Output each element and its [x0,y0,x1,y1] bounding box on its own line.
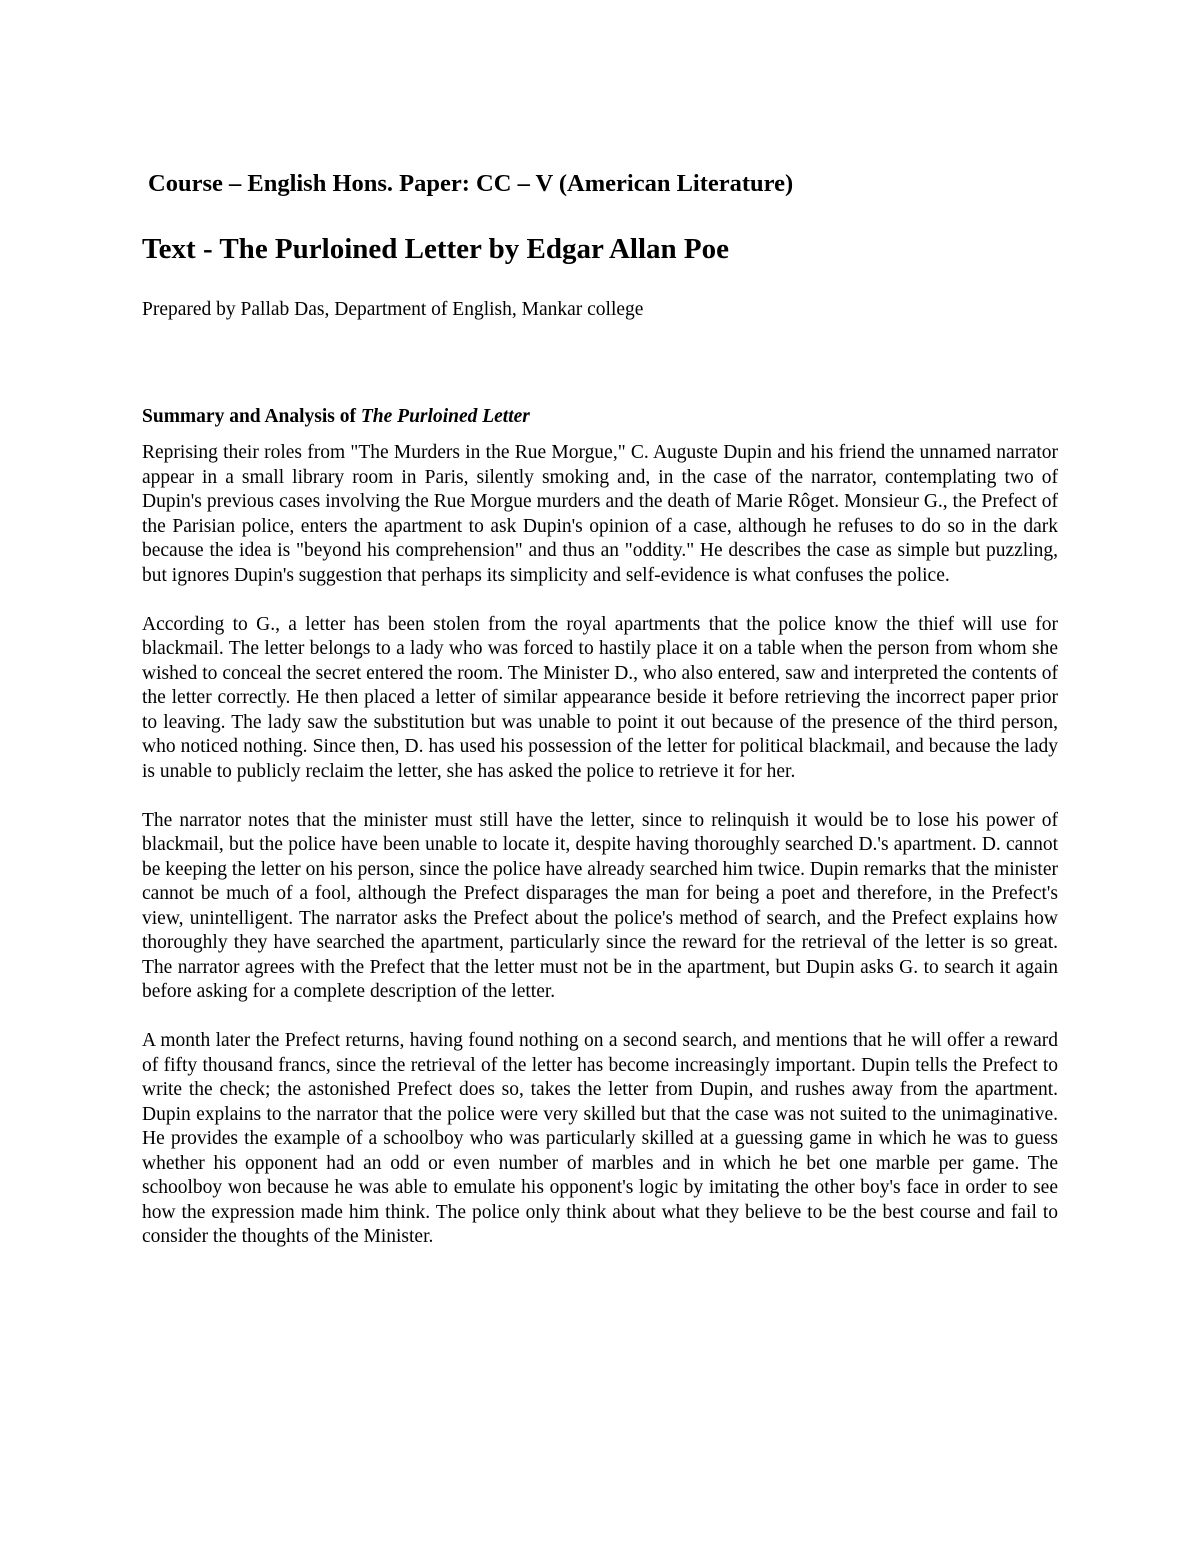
author-byline: Prepared by Pallab Das, Department of English, Mankar college [142,299,644,320]
section-heading-work-title: The Purloined Letter [360,406,530,427]
summary-paragraph-1: Reprising their roles from "The Murders in the Rue Morgue," C. Auguste Dupin and his friend the unnamed narrator appear in a small library room in Paris, silently smoking and, in the case of the narrator, contemplating two of Dupin's previous cases involving the Rue Morgue murders and the death of Marie Rôget. Monsieur G., the Prefect of the Parisian police, enters the apartment to ask Dupin's opinion of a case, although he refuses to do so in the dark because the idea is "beyond his comprehension" and thus an "oddity." He describes the case as simple but puzzling, but ignores Dupin's suggestion that perhaps its simplicity and self-evidence is what confuses the police. [142,442,1058,586]
summary-body [142,441,1058,1274]
summary-paragraph-3: The narrator notes that the minister must still have the letter, since to relinquish it would be to lose his power of blackmail, but the police have been unable to locate it, despite having thoroughly searched D.'s apartment. D. cannot be keeping the letter on his person, since the police have already searched him twice. Dupin remarks that the minister cannot be much of a fool, although the Prefect disparages the man for being a poet and therefore, in the Prefect's view, unintelligent. The narrator asks the Prefect about the police's method of search, and the Prefect explains how thoroughly they have searched the apartment, particularly since the reward for the retrieval of the letter is so great. The narrator agrees with the Prefect that the letter must not be in the apartment, but Dupin asks G. to search it again before asking for a complete description of the letter. [142,809,1058,1002]
section-heading-prefix: Summary and Analysis of [142,406,361,427]
section-heading [142,406,530,428]
summary-paragraph-2: According to G., a letter has been stolen from the royal apartments that the police know the thief will use for blackmail. The letter belongs to a lady who was forced to hastily place it on a table when the person from whom she wished to conceal the secret entered the room. The Minister D., who also entered, saw and interpreted the contents of the letter correctly. He then placed a letter of similar appearance beside it before retrieving the incorrect paper prior to leaving. The lady saw the substitution but was unable to point it out because of the presence of the third person, who noticed nothing. Since then, D. has used his possession of the letter for political blackmail, and because the lady is unable to publicly reclaim the letter, she has asked the police to retrieve it for her. [142,613,1058,782]
page-title: Text - The Purloined Letter by Edgar Allan Poe [142,233,730,265]
summary-paragraph-4: A month later the Prefect returns, having found nothing on a second search, and mentions that he will offer a reward of fifty thousand francs, since the retrieval of the letter has become increasingly important. Dupin tells the Prefect to write the check; the astonished Prefect does so, takes the letter from Dupin, and rushes away from the apartment. Dupin explains to the narrator that the police were very skilled but that the case was not suited to the unimaginative. He provides the example of a schoolboy who was particularly skilled at a guessing game in which he was to guess whether his opponent had an odd or even number of marbles and in which he bet one marble per game. The schoolboy won because he was able to emulate his opponent's logic by imitating the other boy's face in order to see how the expression made him think. The police only think about what they believe to be the best course and fail to consider the thoughts of the Minister. [142,1030,1058,1247]
course-line: Course – English Hons. Paper: CC – V (American Literature) [148,170,794,197]
